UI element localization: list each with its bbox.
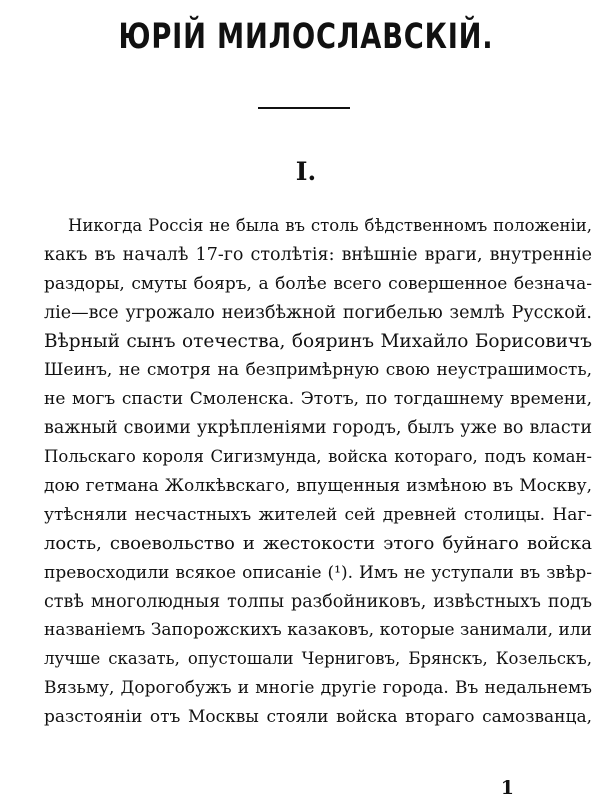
text-line: какъ въ началѣ 17-го столѣтія: внѣшніе враги, внутренніе [44, 244, 592, 265]
text-line: названіемъ Запорожскихъ казаковъ, которые занимали, или [44, 620, 592, 641]
text-line: важный своими укрѣпленіями городъ, былъ уже во власти [44, 418, 592, 439]
chapter-heading: I. [295, 157, 317, 186]
text-line: Вязьму, Дорогобужъ и многіе другіе города. Въ недальнемъ [44, 678, 592, 699]
text-line: Вѣрный сынъ отечества, бояринъ Михайло Борисовичъ [44, 330, 592, 352]
text-line: лость, своевольство и жестокости этого буйнаго войска [44, 532, 592, 554]
text-line: лучше сказать, опустошали Черниговъ, Брянскъ, Козельскъ, [44, 649, 592, 669]
text-line: не могъ спасти Смоленска. Этотъ, по тогдашнему времени, [44, 389, 592, 410]
body-paragraph [44, 212, 592, 732]
text-line: разстояніи отъ Москвы стояли войска втораго самозванца, [44, 707, 592, 728]
text-line: дою гетмана Жолкѣвскаго, впущенныя измѣною въ Москву, [44, 476, 592, 497]
text-line: ліе—все угрожало неизбѣжной погибелью землѣ Русской. [44, 302, 592, 323]
text-line: Никогда Россія не была въ столь бѣдственномъ положеніи, [68, 216, 592, 235]
page-title: ЮРІЙ МИЛОСЛАВСКІЙ. [118, 17, 494, 57]
text-line: Шеинъ, не смотря на безпримѣрную свою неустрашимость, [44, 360, 592, 381]
text-line: утѣсняли несчастныхъ жителей сей древней столицы. Наг- [44, 504, 592, 525]
title-divider [258, 107, 350, 109]
page-number: 1 [500, 777, 514, 799]
text-line: Польскаго короля Сигизмунда, войска котораго, подъ коман- [44, 447, 592, 467]
text-line: раздоры, смуты бояръ, а болѣе всего совершенное безнача- [44, 273, 592, 294]
text-line: превосходили всякое описаніе (¹). Имъ не уступали въ звѣр- [44, 562, 592, 583]
text-line: ствѣ многолюдныя толпы разбойниковъ, извѣстныхъ подъ [44, 591, 592, 612]
